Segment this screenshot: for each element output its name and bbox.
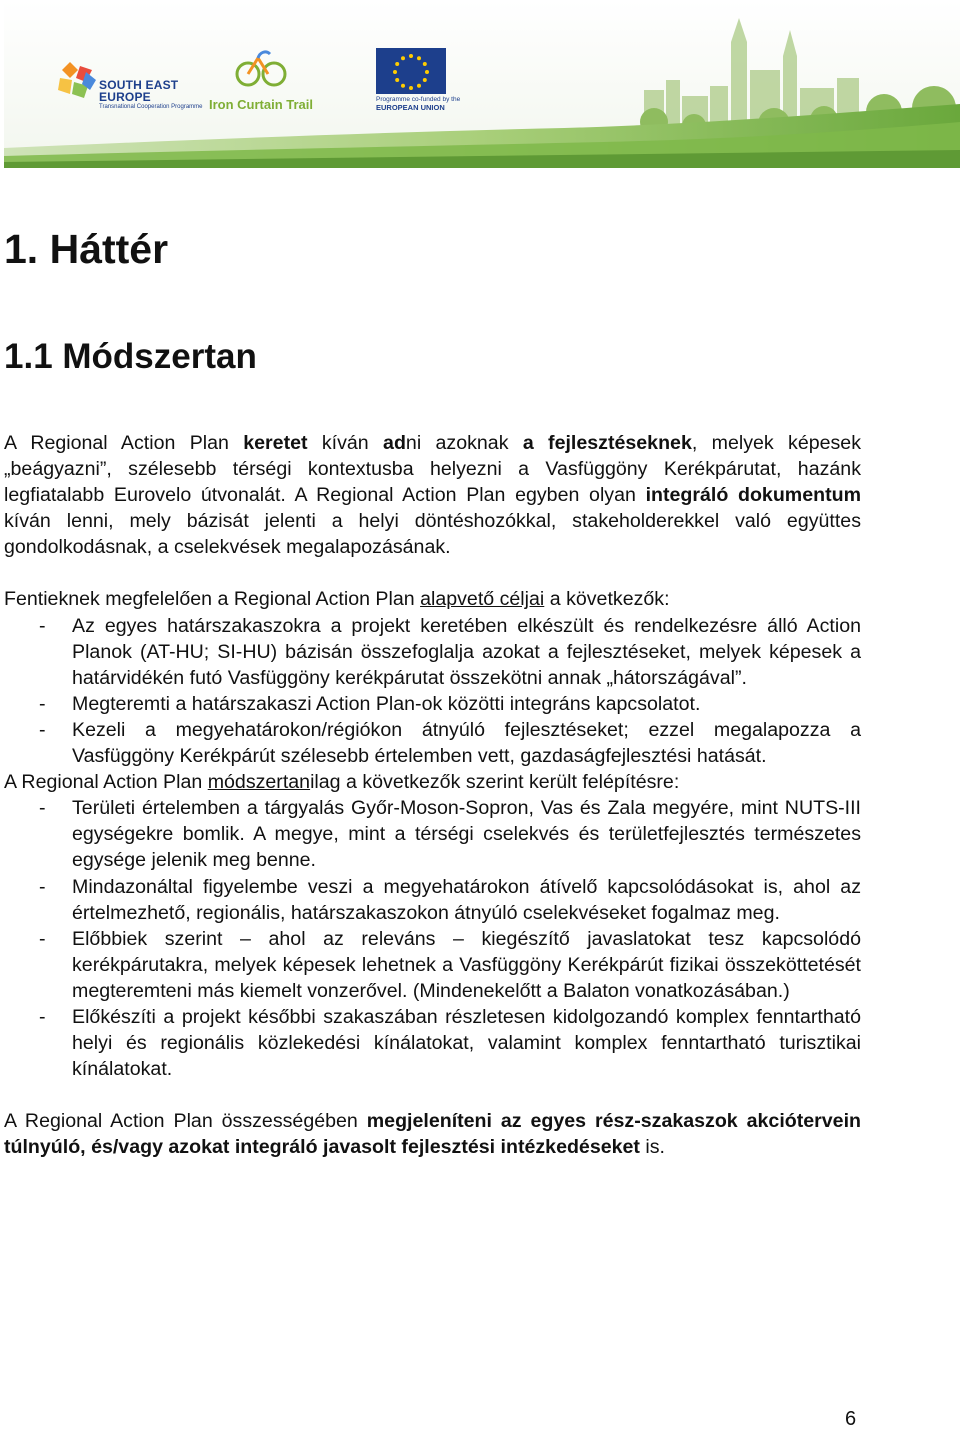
text-run: A Regional Action Plan — [4, 771, 208, 794]
list-item: - Megteremti a határszakaszi Action Plan-ok közötti integráns kapcsolatot. — [4, 691, 861, 717]
south-east-europe-logo — [56, 55, 203, 115]
document-body — [4, 430, 861, 1160]
bold-run: megjeleníteni az egyes rész-szakaszok akciótervein túlnyúló, és/vagy azokat integráló javasolt fejlesztési intézkedéseket — [4, 1110, 861, 1159]
page-number: 6 — [845, 1408, 857, 1430]
text-run: ni azoknak — [405, 432, 523, 454]
goals-list — [4, 613, 861, 770]
heading-2: 1.1 Módszertan — [4, 337, 257, 376]
eu-caption-line1: Programme co-funded by the — [376, 96, 461, 103]
bold-run: ad — [383, 432, 406, 454]
text-run: A Regional Action Plan összességében — [4, 1110, 367, 1133]
paragraph-1 — [4, 430, 861, 560]
text-run: ilag a következők szerint került felépítésre: — [310, 771, 680, 794]
see-name-line1: SOUTH EAST — [99, 78, 179, 92]
underlined-run: alapvető céljai — [420, 588, 545, 611]
underlined-run: módszertan — [207, 771, 311, 794]
list-item: - Előkészíti a projekt későbbi szakaszában részletesen kidolgozandó komplex fenntartható helyi és regionális közlekedési kínálatokat, valamint komplex fenntartható turisztikai kínálatokat. — [4, 1004, 861, 1082]
bold-run: integráló dokumentum — [645, 484, 861, 507]
list-item: - Területi értelemben a tárgyalás Győr-Moson-Sopron, Vas és Zala megyére, mint NUTS-III egységekre bomlik. A megye, mint a térségi cselekvés és területfejlesztés természetes egysége jelenik meg benne. — [4, 795, 861, 873]
bold-run: keretet — [243, 432, 308, 454]
list-item: - Kezeli a megyehatárokon/régiókon átnyúló fejlesztéseket; ezzel megalapozza a Vasfüggöny Kerékpárút szélesebb értelemben vett, gazdaságfejlesztési hatását. — [4, 717, 861, 769]
paragraph-3 — [4, 769, 861, 795]
list-item: - Az egyes határszakaszokra a projekt keretében elkészült és rendelkezésre álló Action Planok (AT-HU; SI-HU) bázisán összefoglalja azokat a fejlesztéseket, melyek képesek a határvidékén futó Vasfüggöny kerékpárutat összekötni annak „hátországával”. — [4, 613, 861, 691]
heading-1: 1. Háttér — [4, 226, 169, 272]
eu-logo — [374, 46, 464, 118]
method-list — [4, 795, 861, 1082]
list-item: - Mindazonáltal figyelembe veszi a megyehatárokon átívelő kapcsolódásokat is, ahol az értelmezhető, regionális, határszakaszokon átnyúló cselekvéseket fogalmaz meg. — [4, 874, 861, 926]
paragraph-gap — [4, 1082, 861, 1108]
see-name-line2: EUROPE — [99, 90, 151, 104]
header-banner — [4, 0, 960, 168]
ict-name: Iron Curtain Trail — [209, 97, 314, 112]
paragraph-4 — [4, 1108, 861, 1160]
bold-run: a fejlesztéseknek — [522, 432, 692, 454]
text-run: kíván lenni, mely bázisát jelenti a helyi döntéshozókkal, stakeholderekkel való együttes gondolkodásnak, a cselekvések megalapozásának. — [4, 510, 861, 559]
paragraph-2 — [4, 586, 861, 612]
see-subtitle: Transnational Cooperation Programme — [99, 104, 203, 110]
text-run: kíván — [307, 432, 384, 454]
text-run: is. — [639, 1136, 665, 1159]
list-item: - Előbbiek szerint – ahol az releváns – kiegészítő javaslatokat tesz kapcsolódó kerékpárutakra, melyek képesek lehetnek a Vasfüggöny Kerékpárút fizikai összeköttetését megteremteni más kiemelt vonzerővel. (Mindenekelőtt a Balaton vonatkozásában.) — [4, 926, 861, 1004]
text-run: Fentieknek megfelelően a Regional Action Plan — [4, 588, 421, 611]
paragraph-gap — [4, 560, 861, 586]
text-run: A Regional Action Plan — [4, 432, 244, 454]
text-run: a következők: — [544, 588, 670, 611]
iron-curtain-trail-logo — [207, 46, 327, 118]
text-run: , melyek képesek „beágyazni”, szélesebb térségi kontextusba helyezni a Vasfüggöny Kerékpárutat, hazánk legfiatalabb Eurovelo útvonalát. A Regional Action Plan egyben olyan — [4, 432, 861, 507]
eu-caption-line2: EUROPEAN UNION — [376, 103, 445, 112]
